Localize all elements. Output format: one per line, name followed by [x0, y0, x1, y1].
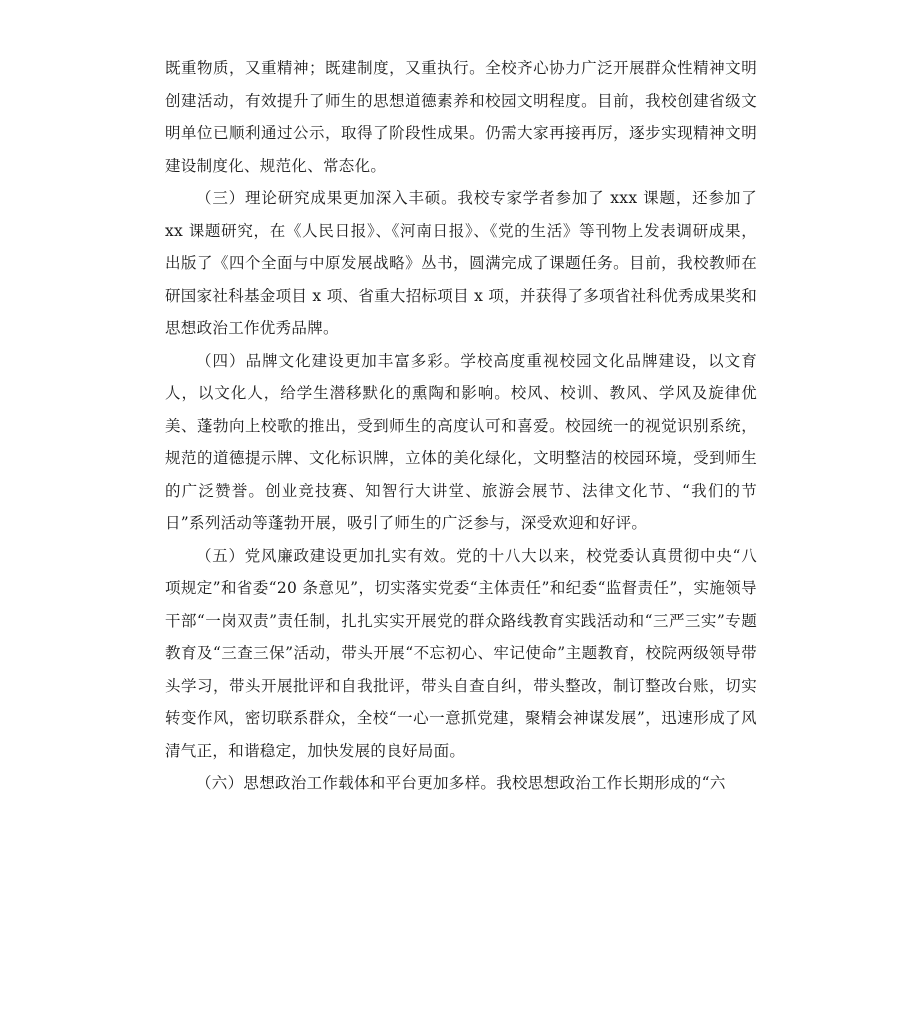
paragraph-theory-research: （三）理论研究成果更加深入丰硕。我校专家学者参加了 xxx 课题，还参加了 xx 课题研究，在《人民日报》、《河南日报》、《党的生活》等刊物上发表调研成果，出版了《四个全面与中原发展战略》丛书，圆满完成了课题任务。目前，我校教师在研国家社科基金项目 x 项、省重大招标项目 x 项，并获得了多项省社科优秀成果奖和思想政治工作优秀品牌。	[165, 189, 757, 337]
paragraph-brand-culture: （四）品牌文化建设更加丰富多彩。学校高度重视校园文化品牌建设，以文育人，以文化人，给学生潜移默化的熏陶和影响。校风、校训、教风、学风及旋律优美、蓬勃向上校歌的推出，受到师生的高度认可和喜爱。校园统一的视觉识别系统，规范的道德提示牌、文化标识牌，立体的美化绿化，文明整洁的校园环境，受到师生的广泛赞誉。创业竞技赛、知智行大讲堂、旅游会展节、法律文化节、“我们的节日”系列活动等蓬勃开展，吸引了师生的广泛参与，深受欢迎和好评。	[165, 351, 757, 532]
document-body	[165, 52, 757, 800]
paragraph-continuation: 既重物质，又重精神；既建制度，又重执行。全校齐心协力广泛开展群众性精神文明创建活动，有效提升了师生的思想道德素养和校园文明程度。目前，我校创建省级文明单位已顺利通过公示，取得了阶段性成果。仍需大家再接再厉，逐步实现精神文明建设制度化、规范化、常态化。	[165, 59, 757, 175]
paragraph-ideological-work: （六）思想政治工作载体和平台更加多样。我校思想政治工作长期形成的“六	[196, 774, 726, 792]
paragraph-party-conduct: （五）党风廉政建设更加扎实有效。党的十八大以来，校党委认真贯彻中央“八项规定”和省委“20 条意见”，切实落实党委“主体责任”和纪委“监督责任”，实施领导干部“一岗双责”责任制，扎扎实实开展党的群众路线教育实践活动和“三严三实”专题教育及“三查三保”活动，带头开展“不忘初心、牢记使命”主题教育，校院两级领导带头学习，带头开展批评和自我批评，带头自查自纠，带头整改，制订整改台账，切实转变作风，密切联系群众，全校“一心一意抓党建，聚精会神谋发展”，迅速形成了风清气正，和谐稳定，加快发展的良好局面。	[165, 546, 757, 760]
